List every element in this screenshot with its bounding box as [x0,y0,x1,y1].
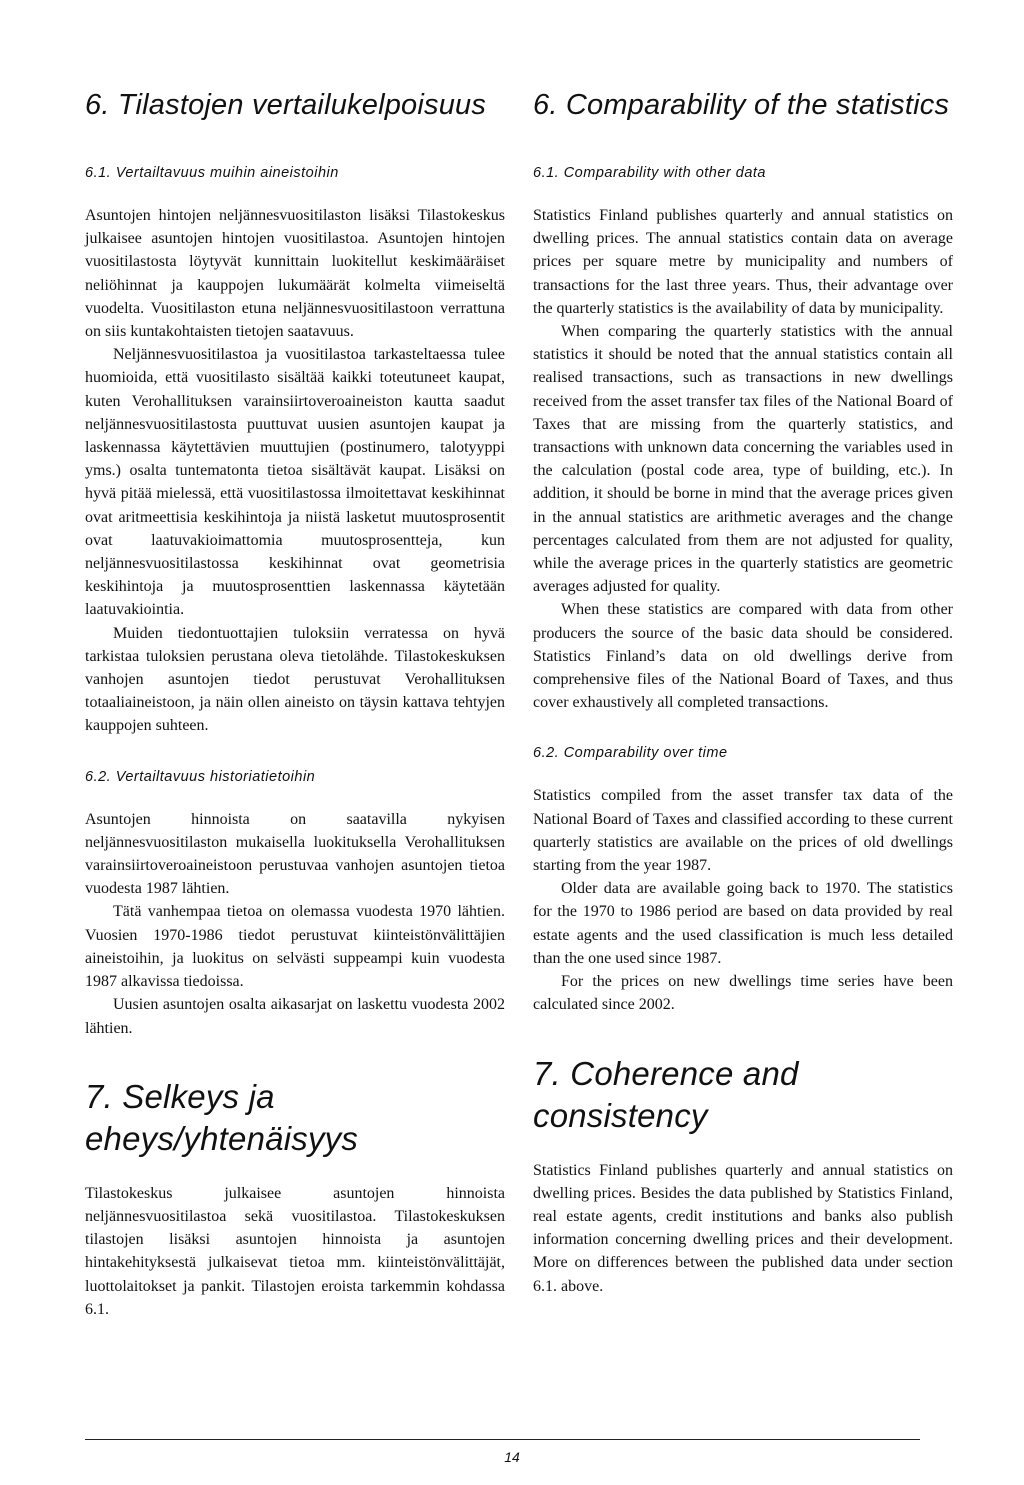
paragraph-6-1-3-en: When these statistics are compared with data from other producers the source of the basic data should be considered. Statistics Finland’s data on old dwellings derive from comprehensive files of the National Board of Taxes, and thus cover exhaustively all completed transactions. [533,601,953,712]
section-7-heading-fi-line2: eheys/yhtenäisyys [85,1119,359,1157]
page-number: 14 [504,1449,520,1465]
paragraph-7-1-fi: Tilastokeskus julkaisee asuntojen hinnoista neljännesvuositilastoa sekä vuositilastoa. Tilastokeskuksen tilastojen lisäksi asuntojen hinnoista ja asuntojen hintakehityksestä julkaisevat tietoa mm. kiinteistönvälittäjät, luottolaitokset ja pankit. Tilastojen eroista tarkemmin kohdassa 6.1. [85,1184,505,1318]
section-6-heading-fi: 6. Tilastojen vertailukelpoisuus [85,89,487,121]
subsection-6-2-heading-en: 6.2. Comparability over time [533,745,728,762]
paragraph-6-1-2-fi: Neljännesvuositilastoa ja vuositilastoa tarkasteltaessa tulee huomioida, että vuositilasto sisältää kaikki toteutuneet kaupat, kuten Verohallituksen varainsiirtoveroaineiston kautta saadut neljännesvuositilastosta puuttuvat uusien asuntojen kaupat ja laskennassa käytettävien muuttujien (postinumero, talotyyppi yms.) osalta tuntematonta tietoa sisältävät kaupat. Lisäksi on hyvä pitää mielessä, että vuositilastossa ilmoitettavat keskihinnat ovat aritmeettisia keskihintoja ja niistä lasketut muutosprosentit ovat laatuvakioimattomia muutosprosentteja, kun neljännesvuositilastossa keskihinnat ovat geometrisia keskihintoja ja muutosprosenttien laskennassa käytetään laatuvakiointia. [85,346,505,619]
english-column [533,88,953,1298]
paragraph-6-2-3-en: For the prices on new dwellings time series have been calculated since 2002. [533,973,953,1014]
paragraph-6-2-2-en: Older data are available going back to 1970. The statistics for the 1970 to 1986 period are based on data provided by real estate agents and the used classification is much less detailed than the one used since 1987. [533,880,953,967]
finnish-column [85,88,505,1321]
paragraph-6-1-2-en: When comparing the quarterly statistics with the annual statistics it should be noted that the annual statistics contain all realised transactions, such as transactions in new dwellings received from the asset transfer tax files of the National Board of Taxes that are missing from the quarterly statistics, and transactions with unknown data concerning the variables used in the calculation (postal code area, type of building, etc.). In addition, it should be borne in mind that the average prices given in the annual statistics are arithmetic averages and the change percentages calculated from them are not adjusted for quality, while the average prices in the quarterly statistics are geometric averages adjusted for quality. [533,323,953,596]
paragraph-7-1-en: Statistics Finland publishes quarterly and annual statistics on dwelling prices. Besides the data published by Statistics Finland, real estate agents, credit institutions and banks also publish information concerning dwelling prices and their development. More on differences between the published data under section 6.1. above. [533,1161,953,1295]
paragraph-6-1-1-en: Statistics Finland publishes quarterly and annual statistics on dwelling prices. The annual statistics contain data on average prices per square metre by municipality and numbers of transactions for the last three years. Thus, their advantage over the quarterly statistics is the availability of data by municipality. [533,207,953,317]
footer-rule [85,1439,920,1440]
subsection-6-1-heading-fi: 6.1. Vertailtavuus muihin aineistoihin [85,165,339,181]
section-6-heading-en: 6. Comparability of the statistics [533,89,950,121]
subsection-6-1-heading-en: 6.1. Comparability with other data [533,165,766,181]
paragraph-6-1-1-fi: Asuntojen hintojen neljännesvuositilaston lisäksi Tilastokeskus julkaisee asuntojen hintojen vuositilastoa. Asuntojen hintojen vuositilastosta löytyvät kunnittain luokitellut keskimääräiset neliöhinnat ja kauppojen lukumäärät kolmelta viimeiseltä vuodelta. Vuositilaston etuna neljännesvuositilastoon verrattuna on siis kuntakohtaisten tietojen saatavuus. [85,207,505,341]
subsection-6-2-heading-fi: 6.2. Vertailtavuus historiatietoihin [85,768,316,785]
paragraph-6-2-1-fi: Asuntojen hinnoista on saatavilla nykyisen neljännesvuositilaston mukaisella luokituksella Verohallituksen varainsiirtoveroaineistoon perustuvaa vanhojen asuntojen tietoa vuodesta 1987 lähtien. [85,810,505,898]
section-7-heading-fi [85,1076,505,1160]
section-7-heading-fi-line1: 7. Selkeys ja [85,1077,275,1115]
paragraph-6-2-2-fi: Tätä vanhempaa tietoa on olemassa vuodesta 1970 lähtien. Vuosien 1970-1986 tiedot perustuvat kiinteistönvälittäjien aineistoihin, ja luokitus on selvästi suppeampi kuin vuodesta 1987 alkavissa tiedoissa. [85,903,505,991]
section-7-heading-en: 7. Coherence and consistency [533,1054,799,1134]
paragraph-6-2-3-fi: Uusien asuntojen osalta aikasarjat on laskettu vuodesta 2002 lähtien. [85,996,505,1037]
paragraph-6-1-3-fi: Muiden tiedontuottajien tuloksiin verratessa on hyvä tarkistaa tuloksien perustana oleva tietolähde. Tilastokeskuksen vanhojen asuntojen tiedot perustuvat Verohallituksen totaaliaineistoon, ja näin ollen aineisto on täysin kattava tehtyjen kauppojen suhteen. [85,624,505,735]
paragraph-6-2-1-en: Statistics compiled from the asset transfer tax data of the National Board of Taxes and classified according to these current quarterly statistics are available on the prices of old dwellings starting from the year 1987. [533,787,953,875]
